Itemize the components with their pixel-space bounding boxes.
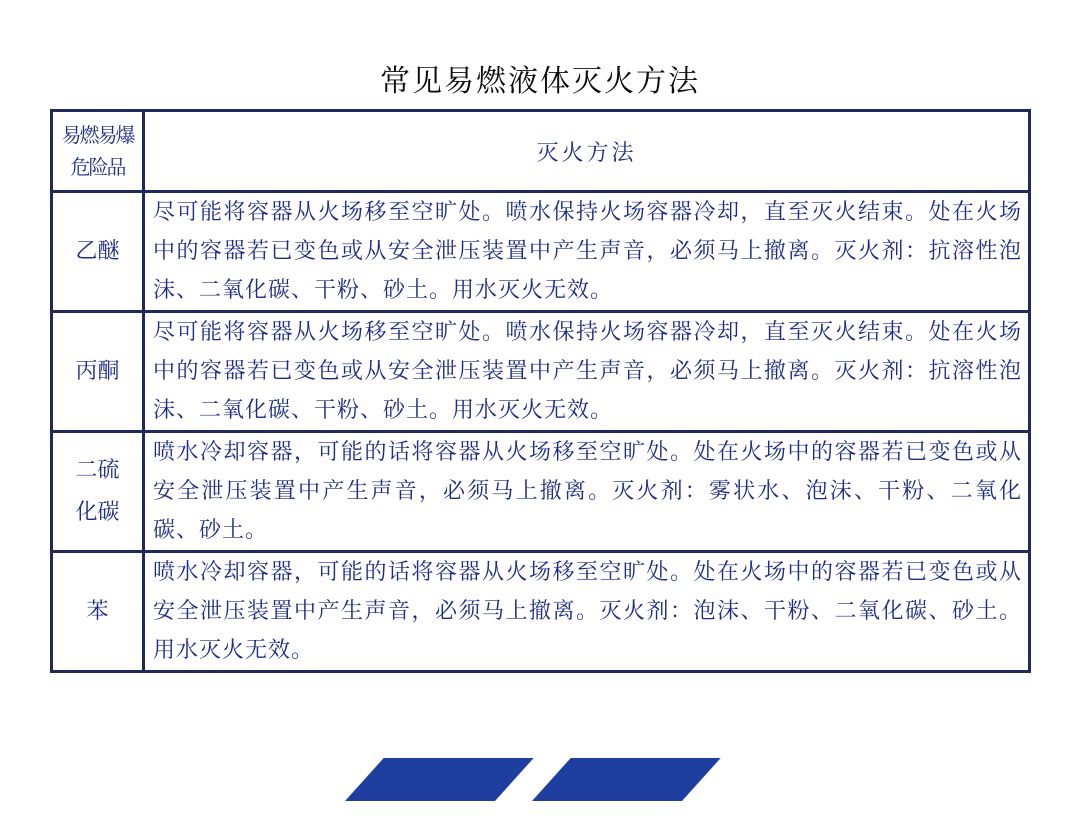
header-method: 灭火方法 xyxy=(144,111,1030,192)
substance-name-line: 苯 xyxy=(86,598,109,624)
row-substance-name xyxy=(52,312,144,432)
fire-extinguishing-table xyxy=(50,109,1031,673)
table-row xyxy=(52,312,1030,432)
page-title: 常见易燃液体灭火方法 xyxy=(380,64,700,99)
table-row xyxy=(52,192,1030,312)
row-substance-name xyxy=(52,432,144,552)
header-hazard-category xyxy=(52,111,144,192)
table-row xyxy=(52,432,1030,552)
row-substance-name xyxy=(52,192,144,312)
substance-name-line: 二硫 xyxy=(75,457,120,483)
header-hazard-line2: 危险品 xyxy=(70,155,125,179)
substance-name-line: 乙醚 xyxy=(75,238,120,264)
table-header-row xyxy=(52,111,1030,192)
substance-name-line: 化碳 xyxy=(75,499,120,525)
substance-name-line: 丙酮 xyxy=(75,358,120,384)
header-hazard-line1: 易燃易爆 xyxy=(61,123,134,147)
row-method-text: 喷水冷却容器，可能的话将容器从火场移至空旷处。处在火场中的容器若已变色或从安全泄压装置中产生声音，必须马上撤离。灭火剂：泡沫、干粉、二氧化碳、砂土。用水灭火无效。 xyxy=(144,552,1030,672)
row-substance-name xyxy=(52,552,144,672)
row-method-text: 尽可能将容器从火场移至空旷处。喷水保持火场容器冷却，直至灭火结束。处在火场中的容器若已变色或从安全泄压装置中产生声音，必须马上撤离。灭火剂：抗溶性泡沫、二氧化碳、干粉、砂土。用水灭火无效。 xyxy=(144,192,1030,312)
table-row xyxy=(52,552,1030,672)
decorative-stripe-left xyxy=(345,758,534,801)
row-method-text: 喷水冷却容器，可能的话将容器从火场移至空旷处。处在火场中的容器若已变色或从安全泄压装置中产生声音，必须马上撤离。灭火剂：雾状水、泡沫、干粉、二氧化碳、砂土。 xyxy=(144,432,1030,552)
decorative-stripe-right xyxy=(532,758,721,801)
row-method-text: 尽可能将容器从火场移至空旷处。喷水保持火场容器冷却，直至灭火结束。处在火场中的容器若已变色或从安全泄压装置中产生声音，必须马上撤离。灭火剂：抗溶性泡沫、二氧化碳、干粉、砂土。用水灭火无效。 xyxy=(144,312,1030,432)
